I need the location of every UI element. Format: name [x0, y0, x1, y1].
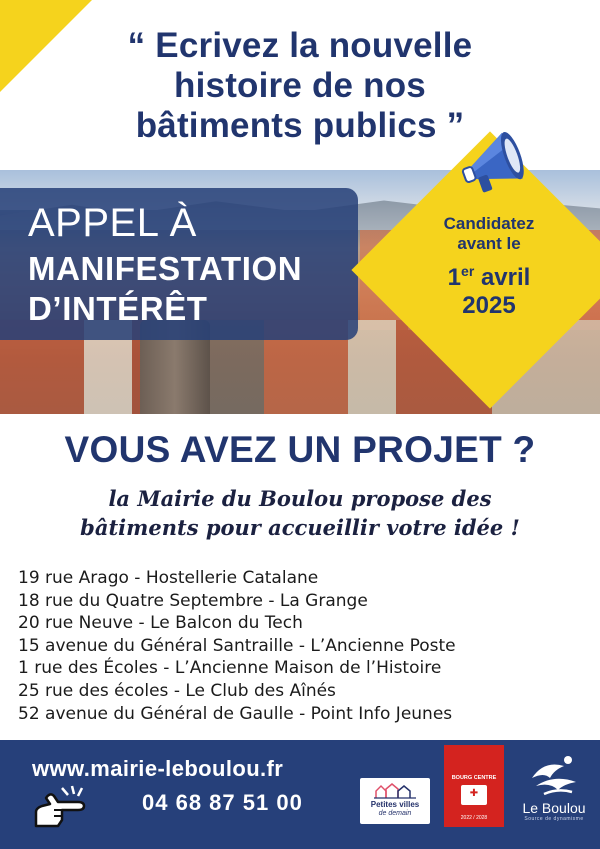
pv-subtitle: de demain: [378, 810, 412, 817]
building-item: 19 rue Arago - Hostellerie Catalane: [18, 568, 319, 588]
headline-line-1: “ Ecrivez la nouvelle: [127, 26, 473, 65]
appel-line-2: MANIFESTATION: [28, 250, 303, 287]
petites-villes-logo: [360, 778, 430, 824]
bourg-centre-logo: [444, 745, 504, 827]
bc-title: BOURG CENTRE: [451, 775, 497, 781]
mairie-line-2: bâtiments pour accueillir votre idée !: [80, 515, 520, 540]
headline-quote: [80, 26, 520, 146]
building-item: 15 avenue du Général Santraille - L’Ancienne Poste: [18, 635, 456, 656]
megaphone-icon: [456, 128, 540, 198]
projet-title: VOUS AVEZ UN PROJET ?: [64, 429, 536, 470]
le-boulou-emblem-icon: [524, 752, 584, 798]
le-boulou-tagline: Source de dynamisme: [524, 816, 584, 822]
appel-line-3: D’INTÉRÊT: [28, 290, 208, 327]
occitanie-emblem: [461, 785, 487, 805]
yellow-corner-decoration: [0, 0, 92, 92]
houses-icon: [374, 783, 416, 799]
mairie-line-1: la Mairie du Boulou propose des: [108, 486, 492, 511]
building-item: 52 avenue du Général de Gaulle - Point Info Jeunes: [18, 703, 453, 724]
le-boulou-title: Le Boulou: [522, 800, 586, 816]
phone-number[interactable]: 04 68 87 51 00: [142, 790, 303, 815]
pointing-hand-icon: [32, 782, 88, 830]
deadline-label: Candidatez avant le: [443, 214, 535, 253]
appel-line-1: APPEL À: [28, 201, 197, 245]
deadline-year: 2025: [462, 292, 516, 319]
building-item: 25 rue des écoles - Le Club des Aînés: [18, 680, 336, 701]
mairie-proposal: [20, 484, 580, 542]
building-item: 1 rue des Écoles - L’Ancienne Maison de l’Histoire: [18, 658, 442, 679]
bc-years: 2022 / 2028: [460, 815, 488, 821]
building-item: 18 rue du Quatre Septembre - La Grange: [18, 590, 368, 611]
deadline-month: avril: [480, 264, 531, 291]
occitan-cross-icon: ✚: [469, 788, 479, 799]
deadline-day-suffix: er: [461, 263, 475, 279]
building-item: 20 rue Neuve - Le Balcon du Tech: [18, 613, 303, 634]
pv-title: Petites villes: [370, 800, 420, 809]
buildings-list: [18, 567, 588, 725]
deadline-date: [414, 257, 564, 320]
deadline-day: 1: [447, 264, 462, 291]
website-link[interactable]: www.mairie-leboulou.fr: [32, 756, 284, 781]
headline-line-2: histoire de nos: [174, 66, 426, 105]
headline-line-3: bâtiments publics ”: [135, 106, 465, 145]
